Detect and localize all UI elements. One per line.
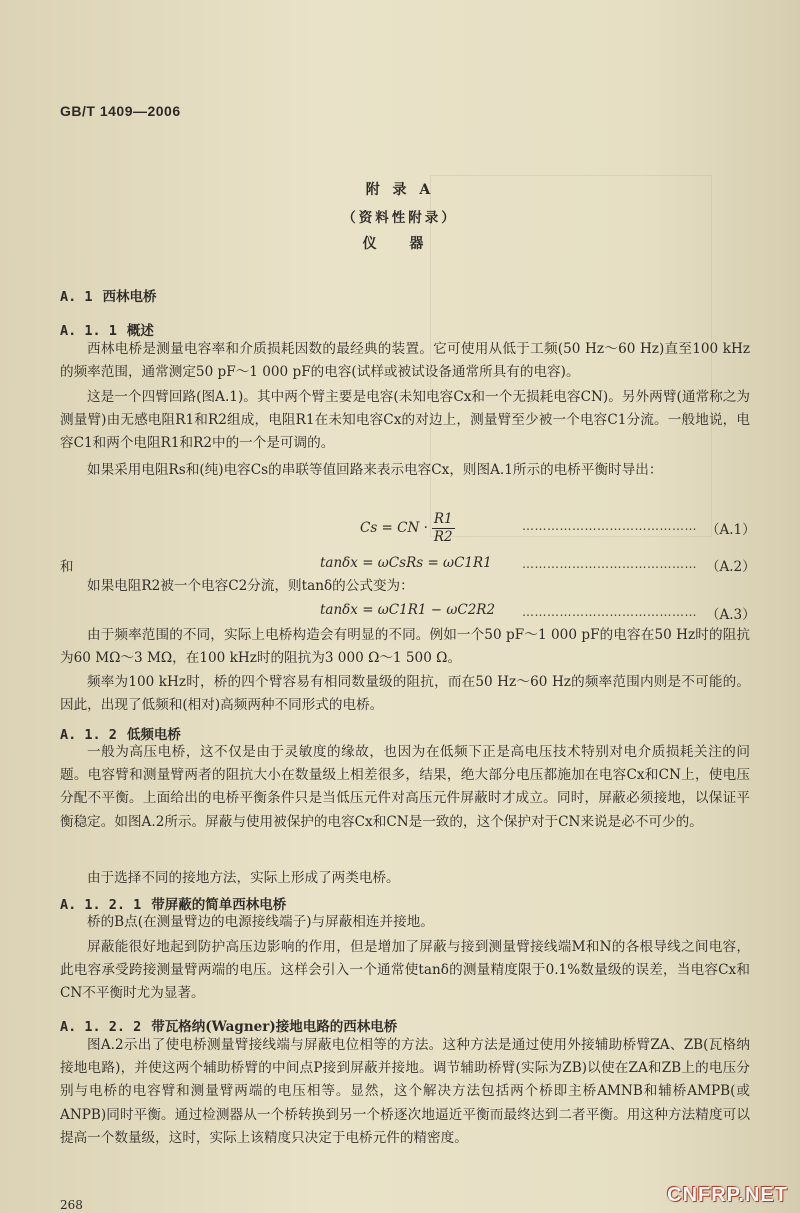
leader-dots: ……………………………………: [522, 519, 697, 533]
leader-dots: ……………………………………: [522, 605, 697, 619]
equation-number: （A.1）: [706, 522, 756, 538]
fraction: [432, 511, 455, 546]
fraction-denominator: R2: [433, 529, 453, 545]
section-number: A. 1. 1: [60, 323, 117, 339]
equation-number: （A.3）: [706, 607, 756, 623]
equation-a2: tanδx = ωCsRs = ωC1R1: [320, 555, 492, 571]
paragraph: 由于选择不同的接地方法，实际上形成了两类电桥。: [87, 870, 400, 886]
equation-lhs: Cs = CN ·: [360, 520, 428, 536]
paragraph: 频率为100 kHz时，桥的四个臂容易有相同数量级的阻抗，而在50 Hz～60 Hz的频率范围内则是不可能的。因此，出现了低频和(相对)高频两种不同形式的电桥。: [60, 674, 750, 714]
section-heading-a121: [60, 893, 286, 913]
paragraph: 屏蔽能很好地起到防护高压边影响的作用，但是增加了屏蔽与接到测量臂接线端M和N的各根导线之间电容，此电容承受跨接测量臂两端的电压。这样会引入一个通常使tanδ的测量精度限于0.1%数量级的误差，当电容Cx和CN不平衡时尤为显著。: [60, 939, 750, 1002]
section-title: 带屏蔽的简单西林电桥: [151, 897, 287, 913]
section-number: A. 1. 2. 1: [60, 897, 142, 913]
section-heading-a1: [60, 285, 157, 305]
section-number: A. 1: [60, 289, 93, 305]
paragraph: 由于频率范围的不同，实际上电桥构造会有明显的不同。例如一个50 pF～1 000 pF的电容在50 Hz时的阻抗为60 MΩ～3 MΩ，在100 kHz时的阻抗为3 000 Ω～1 500 Ω。: [60, 627, 750, 667]
equation-a1: [360, 511, 455, 546]
appendix-name: 仪 器: [362, 236, 438, 252]
equation-number: （A.2）: [706, 559, 756, 575]
equation-prefix: 和: [60, 559, 74, 575]
paragraph: 如果电阻R2被一个电容C2分流，则tanδ的公式变为：: [87, 578, 414, 594]
page-number: 268: [60, 1198, 83, 1212]
section-title: 概述: [126, 323, 154, 339]
section-number: A. 1. 2. 2: [60, 1019, 142, 1035]
equation-a3: tanδx = ωC1R1 − ωC2R2: [320, 602, 496, 618]
paragraph: 一般为高压电桥，这不仅是由于灵敏度的缘故，也因为在低频下正是高电压技术特别对电介质损耗关注的问题。电容臂和测量臂两者的阻抗大小在数量级上相差很多，结果，绝大部分电压都施加在电容Cx和CN上，使电压分配不平衡。上面给出的电桥平衡条件只是当低压元件对高压元件屏蔽时才成立。同时，屏蔽必须接地，以保证平衡稳定。如图A.2所示。屏蔽与使用被保护的电容Cx和CN是一致的，这个保护对于CN来说是必不可少的。: [60, 744, 750, 830]
watermark-logo: CNFRP.NET: [667, 1184, 788, 1206]
section-title: 西林电桥: [102, 289, 157, 305]
paragraph: 图A.2示出了使电桥测量臂接线端与屏蔽电位相等的方法。这种方法是通过使用外接辅助桥臂ZA、ZB(瓦格纳接地电路)，并使这两个辅助桥臂的中间点P接到屏蔽并接地。调节辅助桥臂(实际为ZB)以使在ZA和ZB上的电压分别与电桥的电容臂和测量臂两端的电压相等。显然，这个解决方法包括两个桥即主桥AMNB和辅桥AMPB(或ANPB)同时平衡。通过检测器从一个桥转换到另一个桥逐次地逼近平衡而最终达到二者平衡。用这种方法精度可以提高一个数量级，这时，实际上该精度只决定于电桥元件的精密度。: [60, 1037, 750, 1146]
appendix-subtitle: （资料性附录）: [342, 210, 458, 226]
section-title: 低频电桥: [126, 727, 181, 743]
paragraph: 桥的B点(在测量臂边的电源接线端子)与屏蔽相连并接地。: [87, 914, 434, 930]
paragraph: 如果采用电阻Rs和(纯)电容Cs的串联等值回路来表示电容Cx，则图A.1所示的电桥平衡时导出：: [87, 462, 663, 478]
paragraph: 这是一个四臂回路(图A.1)。其中两个臂主要是电容(未知电容Cx和一个无损耗电容CN)。另外两臂(通常称之为测量臂)由无感电阻R1和R2组成，电阻R1在未知电容Cx的对边上，测量臂至少被一个电容C1分流。一般地说，电容C1和两个电阻R1和R2中的一个是可调的。: [60, 389, 750, 452]
section-number: A. 1. 2: [60, 727, 117, 743]
section-title: 带瓦格纳(Wagner)接地电路的西林电桥: [151, 1019, 398, 1035]
appendix-title: 附 录 A: [365, 182, 435, 198]
fraction-numerator: R1: [433, 511, 453, 527]
section-heading-a12: [60, 723, 181, 743]
leader-dots: ……………………………………: [522, 557, 697, 571]
paragraph: 西林电桥是测量电容率和介质损耗因数的最经典的装置。它可使用从低于工频(50 Hz～60 Hz)直至100 kHz的频率范围，通常测定50 pF～1 000 pF的电容(试样或被试设备通常所具有的电容)。: [60, 341, 750, 381]
section-heading-a122: [60, 1015, 397, 1035]
standard-code: GB/T 1409—2006: [60, 103, 181, 119]
section-heading-a11: [60, 319, 154, 339]
